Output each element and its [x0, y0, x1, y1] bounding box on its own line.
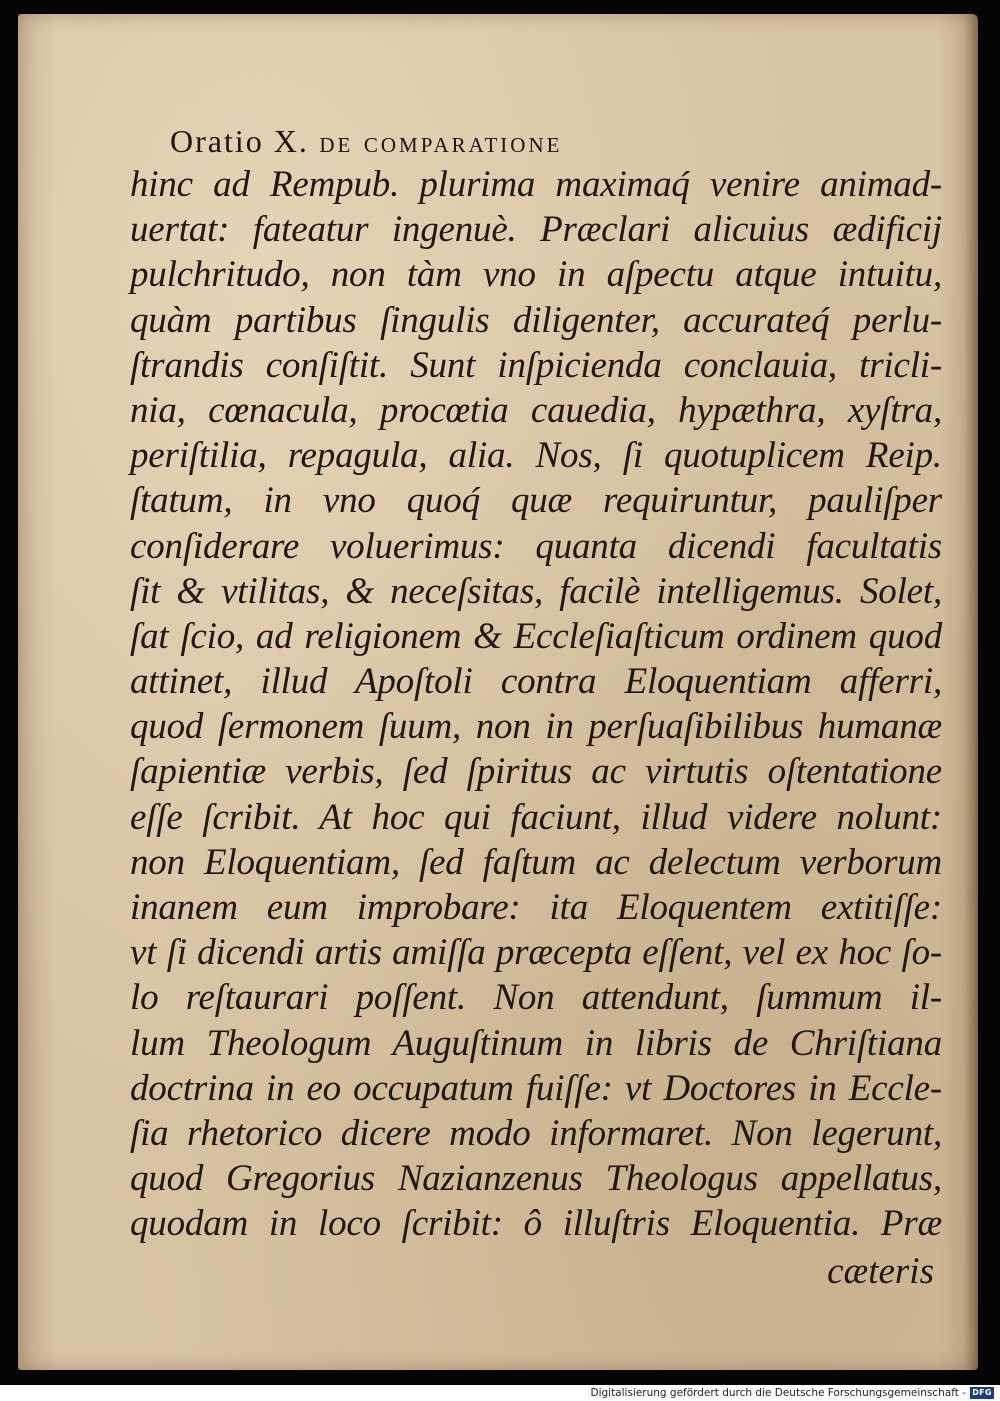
text-line: ſat ſcio, ad religionem & Eccleſiaſticum ordinem quod	[130, 615, 942, 657]
text-line: hinc ad Rempub. plurima maximaq́ venire animad-	[130, 164, 942, 205]
text-line: ſtatum, in vno quoq́ quæ requiruntur, pauliſper	[130, 480, 942, 522]
text-block	[130, 120, 942, 1294]
book-page	[18, 14, 978, 1370]
text-line: pulchritudo, non tàm vno in aſpectu atque intuitu,	[130, 254, 942, 296]
text-line: lum Theologum Auguſtinum in libris de Chriſtiana	[130, 1022, 942, 1064]
text-line: attinet, illud Apoſtoli contra Eloquentiam afferri,	[130, 661, 942, 703]
text-line: ſit & vtilitas, & neceſsitas, facilè intelligemus. Solet,	[130, 570, 942, 612]
text-line: inanem eum improbare: ita Eloquentem extitiſſe:	[130, 887, 942, 928]
running-head-title: Oratio X.	[170, 123, 309, 159]
text-line: quod Gregorius Nazianzenus Theologus appellatus,	[130, 1158, 942, 1200]
dfg-logo: DFG	[970, 1387, 994, 1399]
text-line: conſiderare voluerimus: quanta dicendi facultatis	[130, 525, 942, 567]
text-line: ſtrandis conſiſtit. Sunt inſpicienda conclauia, tricli-	[130, 344, 942, 386]
text-line: ſia rhetorico dicere modo informaret. Non legerunt,	[130, 1112, 942, 1154]
text-line: periſtilia, repagula, alia. Nos, ſi quotuplicem Reip.	[130, 435, 942, 477]
footer-credit: Digitalisierung gefördert durch die Deutsche Forschungsgemeinschaft -	[590, 1387, 966, 1399]
text-line: lo reſtaurari poſſent. Non attendunt, ſummum il-	[130, 977, 942, 1019]
text-line: non Eloquentiam, ſed faſtum ac delectum verborum	[130, 841, 942, 883]
text-line: doctrina in eo occupatum fuiſſe: vt Doctores in Eccle-	[130, 1067, 942, 1109]
text-line: uertat: fateatur ingenuè. Præclari alicuius ædificij	[130, 209, 942, 251]
page-edge-shadow	[964, 14, 978, 1370]
text-line: quod ſermonem ſuum, non in perſuaſibilibus humanæ	[130, 706, 942, 748]
text-line: quodam in loco ſcribit: ô illuſtris Eloquentia. Præ	[130, 1203, 942, 1245]
text-line: quàm partibus ſingulis diligenter, accurateq́ perlu-	[130, 299, 942, 341]
running-head-subtitle: de comparatione	[319, 126, 563, 159]
text-line: vt ſi dicendi artis amiſſa præcepta eſſent, vel ex hoc ſo-	[130, 932, 942, 974]
running-head	[130, 120, 942, 162]
text-line: ſapientiæ verbis, ſed ſpiritus ac virtutis oſtentatione	[130, 751, 942, 793]
body-text	[130, 162, 942, 1247]
text-line: nia, cœnacula, procœtia cauedia, hypæthra, xyſtra,	[130, 389, 942, 431]
catchword: cæteris	[827, 1250, 934, 1292]
text-line: eſſe ſcribit. At hoc qui faciunt, illud videre nolunt:	[130, 796, 942, 838]
